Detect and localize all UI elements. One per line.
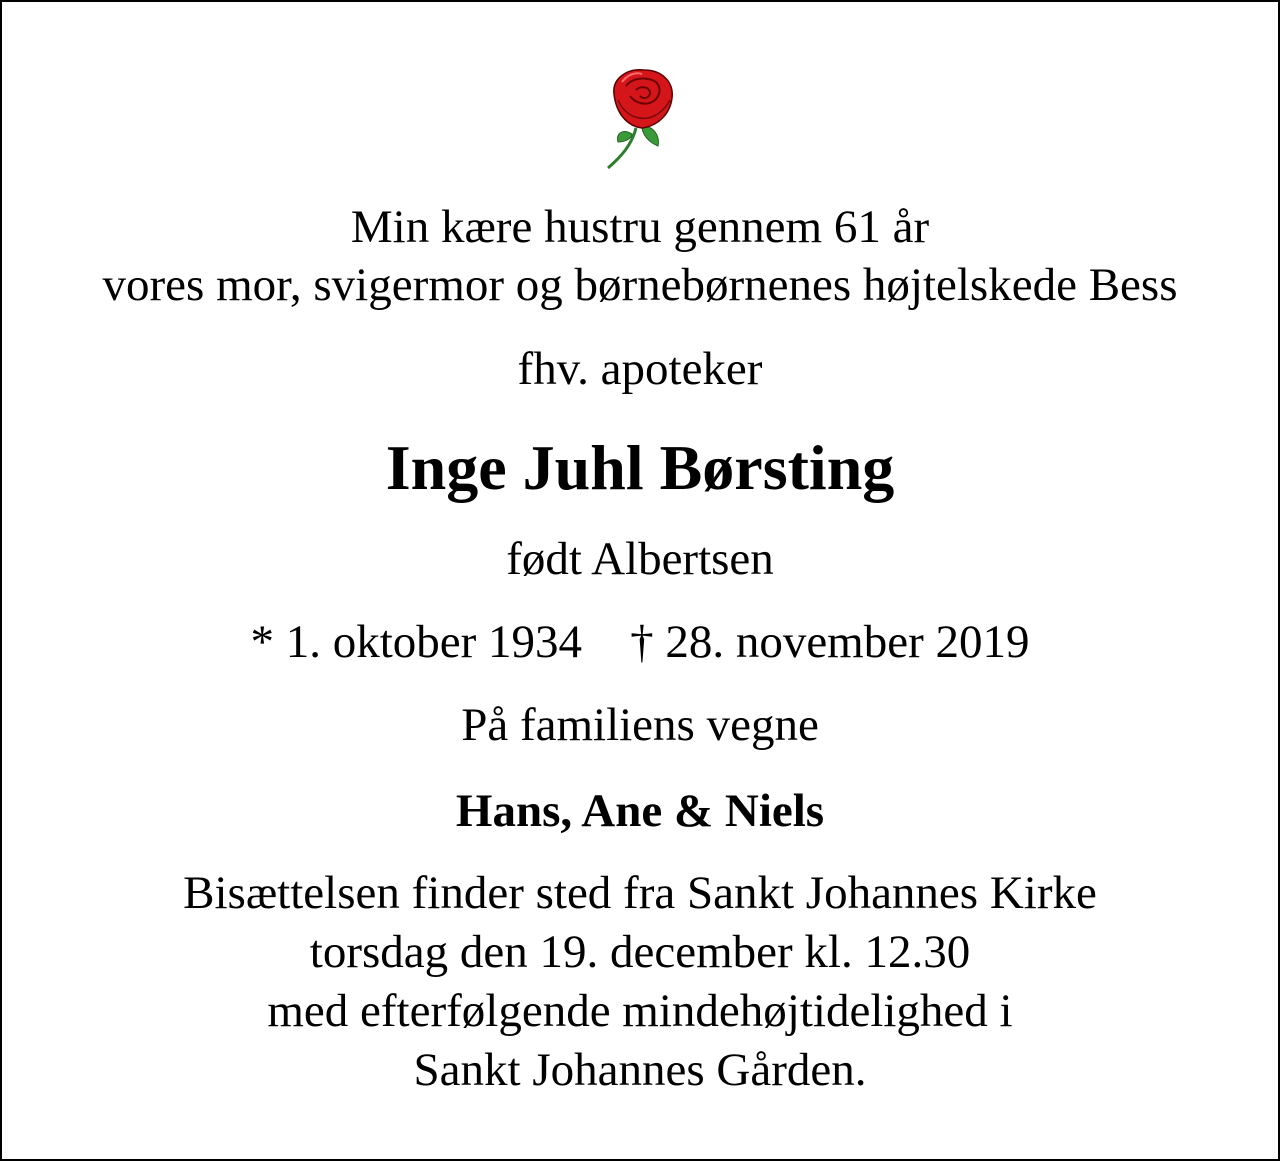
funeral-line-3: med efterfølgende mindehøjtidelighed i xyxy=(267,985,1013,1037)
on-behalf-line: På familiens vegne xyxy=(461,699,819,751)
occupation-title: fhv. apoteker xyxy=(517,343,763,395)
birth-date: * 1. oktober 1934 xyxy=(250,616,583,668)
intro-line-1: Min kære hustru gennem 61 år xyxy=(350,201,930,253)
family-names: Hans, Ane & Niels xyxy=(455,785,825,837)
death-date: † 28. november 2019 xyxy=(630,616,1030,668)
life-dates xyxy=(2,613,1278,671)
deceased-name: Inge Juhl Børsting xyxy=(385,432,895,503)
funeral-line-4: Sankt Johannes Gården. xyxy=(413,1044,867,1096)
intro-line-2: vores mor, svigermor og børnebørnenes højtelskede Bess xyxy=(102,259,1178,311)
funeral-line-1: Bisættelsen finder sted fra Sankt Johannes Kirke xyxy=(183,867,1097,919)
red-rose-icon xyxy=(602,64,682,172)
funeral-line-2: torsdag den 19. december kl. 12.30 xyxy=(309,926,971,978)
maiden-name: født Albertsen xyxy=(506,533,774,585)
